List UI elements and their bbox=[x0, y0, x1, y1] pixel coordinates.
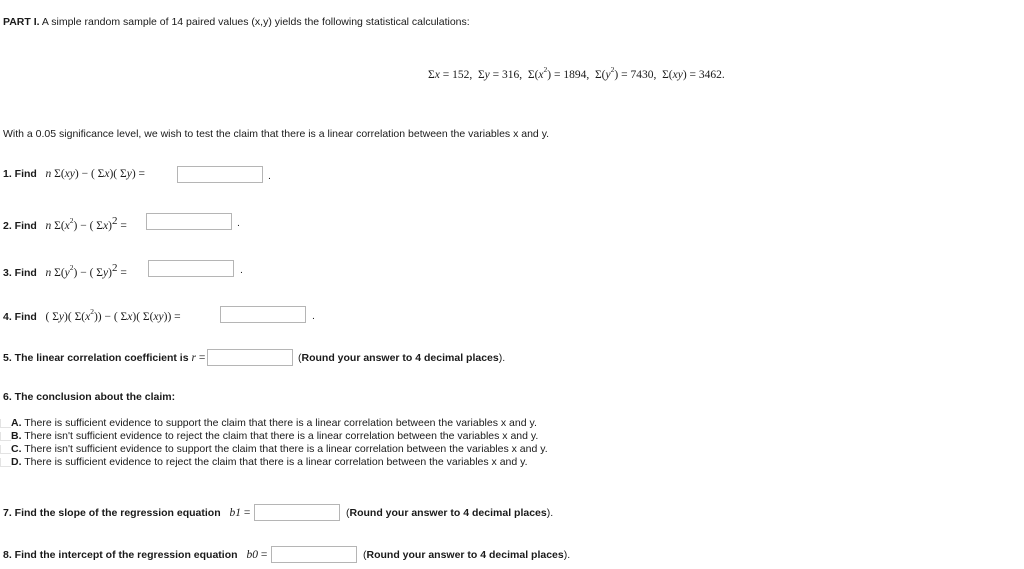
option-d[interactable] bbox=[0, 456, 528, 468]
sum-x-value: 152 bbox=[452, 68, 470, 81]
correlation-input[interactable] bbox=[207, 349, 293, 366]
question-5-note: (Round your answer to 4 decimal places). bbox=[298, 352, 506, 364]
question-1 bbox=[3, 168, 145, 180]
question-3-formula: n $\Sigma(y^2)$ − ( Σy)$^2$ = bbox=[45, 262, 127, 279]
question-8-note-text: Round your answer to 4 decimal places bbox=[366, 549, 564, 561]
question-7: 7. Find the slope of the regression equation b1 = bbox=[3, 507, 251, 519]
question-4 bbox=[3, 308, 181, 323]
question-2-period: . bbox=[237, 217, 240, 229]
sum-xy-value: 3462 bbox=[698, 68, 722, 81]
option-a-key: A. bbox=[11, 417, 22, 429]
option-b[interactable] bbox=[0, 430, 538, 442]
question-3-label: 3. Find bbox=[3, 266, 37, 279]
sums-line: Σx = 152, Σy = 316, $\Sigma(x^2) = 1894$, $\Sigma(y^2) = 7430$, Σ(xy) = 3462. bbox=[428, 65, 725, 81]
option-c[interactable] bbox=[0, 443, 548, 455]
question-1-period: . bbox=[268, 170, 271, 182]
question-4-period: . bbox=[312, 310, 315, 322]
question-5: 5. The linear correlation coefficient is r = bbox=[3, 352, 206, 364]
question-4-formula: ( Σy)( $\Sigma(x^2)$) − ( Σx)( Σ(xy)) = bbox=[39, 307, 181, 323]
question-1-label: 1. Find bbox=[3, 168, 37, 180]
option-c-text: There isn't sufficient evidence to support the claim that there is a linear correlation between the variables x and y. bbox=[24, 443, 548, 455]
question-5-var: r bbox=[191, 352, 196, 364]
option-d-text: There is sufficient evidence to reject the claim that there is a linear correlation between the variables x and y. bbox=[24, 456, 528, 468]
question-3-input[interactable] bbox=[148, 260, 234, 277]
question-3 bbox=[3, 262, 127, 279]
option-d-radio[interactable] bbox=[0, 458, 11, 467]
option-a-radio[interactable] bbox=[0, 419, 11, 428]
conclusion-options bbox=[0, 417, 620, 473]
option-d-key: D. bbox=[11, 456, 22, 468]
option-a-text: There is sufficient evidence to support the claim that there is a linear correlation between the variables x and y. bbox=[24, 417, 537, 429]
question-4-label: 4. Find bbox=[3, 310, 37, 323]
question-5-note-text: Round your answer to 4 decimal places bbox=[301, 352, 499, 364]
question-7-note-text: Round your answer to 4 decimal places bbox=[349, 507, 547, 519]
question-8: 8. Find the intercept of the regression equation b0 = bbox=[3, 549, 268, 561]
question-2-input[interactable] bbox=[146, 213, 232, 230]
question-2 bbox=[3, 215, 127, 232]
claim-text: With a 0.05 significance level, we wish to test the claim that there is a linear correlation between the variables x and y. bbox=[3, 128, 550, 140]
question-7-var: b1 bbox=[229, 507, 242, 519]
question-2-label: 2. Find bbox=[3, 219, 37, 232]
question-8-note: (Round your answer to 4 decimal places). bbox=[363, 549, 571, 561]
slope-input[interactable] bbox=[254, 504, 340, 521]
option-b-key: B. bbox=[11, 430, 22, 442]
question-1-formula: n Σ(xy) − ( Σx)( Σy) = bbox=[45, 168, 146, 180]
question-7-note: (Round your answer to 4 decimal places). bbox=[346, 507, 554, 519]
option-b-text: There isn't sufficient evidence to reject the claim that there is a linear correlation between the variables x and y. bbox=[24, 430, 539, 442]
question-3-period: . bbox=[240, 264, 243, 276]
question-5-label: 5. The linear correlation coefficient is bbox=[3, 352, 189, 364]
option-b-radio[interactable] bbox=[0, 432, 11, 441]
intercept-input[interactable] bbox=[271, 546, 357, 563]
question-2-formula: n $\Sigma(x^2)$ − ( Σx)$^2$ = bbox=[45, 215, 127, 232]
question-8-var: b0 bbox=[246, 549, 258, 561]
part-label: PART I. bbox=[3, 16, 40, 28]
question-7-label: 7. Find the slope of the regression equation bbox=[3, 507, 221, 519]
question-1-input[interactable] bbox=[177, 166, 263, 183]
question-6-label: 6. The conclusion about the claim: bbox=[3, 391, 176, 403]
option-c-radio[interactable] bbox=[0, 445, 11, 454]
sum-y-value: 316 bbox=[502, 68, 520, 81]
question-4-input[interactable] bbox=[220, 306, 306, 323]
option-c-key: C. bbox=[11, 443, 22, 455]
part-header bbox=[3, 16, 470, 28]
part-intro: A simple random sample of 14 paired values (x,y) yields the following statistical calculations: bbox=[41, 16, 470, 28]
question-8-label: 8. Find the intercept of the regression equation bbox=[3, 549, 238, 561]
sum-y2-value: 7430 bbox=[630, 68, 654, 81]
sum-x2-value: 1894 bbox=[563, 68, 587, 81]
option-a[interactable] bbox=[0, 417, 537, 429]
